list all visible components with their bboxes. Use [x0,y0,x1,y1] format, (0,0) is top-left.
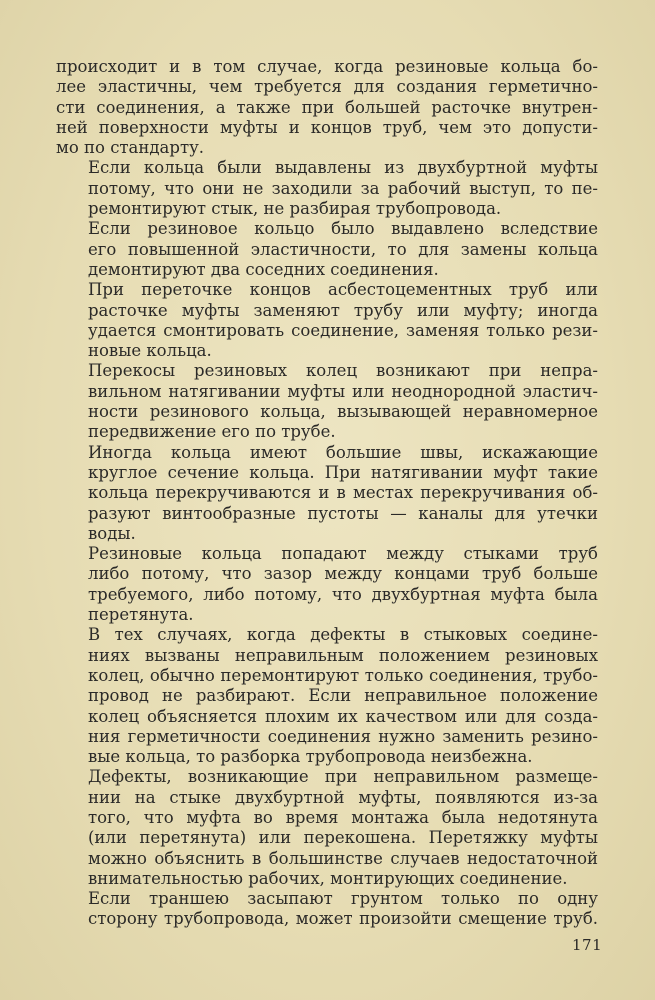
text-line: вые кольца, то разборка трубопровода неизбежна. [88,747,533,767]
text-line: можно объяснить в большинстве случаев недостаточной [88,848,598,868]
text-line: расточке муфты заменяют трубу или муфту; иногда [88,300,598,320]
text-line: провод не разбирают. Если неправильное положение [88,686,598,706]
text-line: Перекосы резиновых колец возникают при непра- [88,361,598,381]
paragraph-2 [56,158,598,219]
paragraph-4 [56,280,598,361]
text-line: вильном натягивании муфты или неоднородной эластич- [88,381,598,401]
text-line: ния герметичности соединения нужно заменить резино- [88,726,598,746]
text-line: ниях вызваны неправильным положением резиновых [88,645,598,665]
text-line: Если кольца были выдавлены из двухбуртной муфты [88,158,598,178]
text-line: круглое сечение кольца. При натягивании муфт такие [88,462,598,482]
page-number: 171 [572,936,603,954]
text-line: Дефекты, возникающие при неправильном размеще- [88,767,598,787]
paragraph-10 [56,889,598,930]
text-line: Если резиновое кольцо было выдавлено вследствие [88,219,598,239]
text-line: перетянута. [88,605,194,625]
text-line: внимательностью рабочих, монтирующих соединение. [88,868,568,888]
text-line: потому, что они не заходили за рабочий выступ, то пе- [88,178,598,198]
paragraph-5 [56,361,598,442]
text-line: того, что муфта во время монтажа была недотянута [88,807,598,827]
text-line: нии на стыке двухбуртной муфты, появляются из-за [88,787,598,807]
text-line: (или перетянута) или перекошена. Перетяжку муфты [88,828,598,848]
text-line: ней поверхности муфты и концов труб, чем это допусти- [56,117,598,137]
text-line: его повышенной эластичности, то для замены кольца [88,239,598,259]
text-line: демонтируют два соседних соединения. [88,259,439,279]
text-line: мо по стандарту. [56,138,205,158]
text-line: удается смонтировать соединение, заменяя только рези- [88,320,598,340]
text-line: сти соединения, а также при большей расточке внутрен- [56,97,598,117]
text-line: происходит и в том случае, когда резиновые кольца бо- [56,57,598,76]
text-line: требуемого, либо потому, что двухбуртная муфта была [88,584,598,604]
text-line: лее эластичны, чем требуется для создания герметично- [56,77,598,97]
text-line: кольца перекручиваются и в местах перекручивания об- [88,483,598,503]
paragraph-9 [56,767,598,889]
text-line: Резиновые кольца попадают между стыками труб [88,544,598,564]
text-line: ремонтируют стык, не разбирая трубопровода. [88,199,502,219]
text-line: ности резинового кольца, вызывающей неравномерное [88,402,598,422]
paragraph-6 [56,443,598,544]
paragraph-1 [56,57,598,158]
text-line: колец объясняется плохим их качеством или для созда- [88,706,598,726]
text-line: колец, обычно перемонтируют только соединения, трубо- [88,665,598,685]
text-line: В тех случаях, когда дефекты в стыковых соедине- [88,625,598,645]
text-line: новые кольца. [88,341,212,361]
text-line: либо потому, что зазор между концами труб больше [88,564,598,584]
text-line: воды. [88,523,136,543]
page-body [56,57,598,930]
text-line: При переточке концов асбестоцементных труб или [88,280,598,300]
text-line: сторону трубопровода, может произойти смещение труб. [88,909,598,929]
text-line: Иногда кольца имеют большие швы, искажающие [88,442,598,462]
text-line: разуют винтообразные пустоты — каналы для утечки [88,503,598,523]
text-line: Если траншею засыпают грунтом только по одну [88,889,598,909]
paragraph-3 [56,219,598,280]
text-line: передвижение его по трубе. [88,422,336,442]
paragraph-8 [56,625,598,767]
paragraph-7 [56,544,598,625]
